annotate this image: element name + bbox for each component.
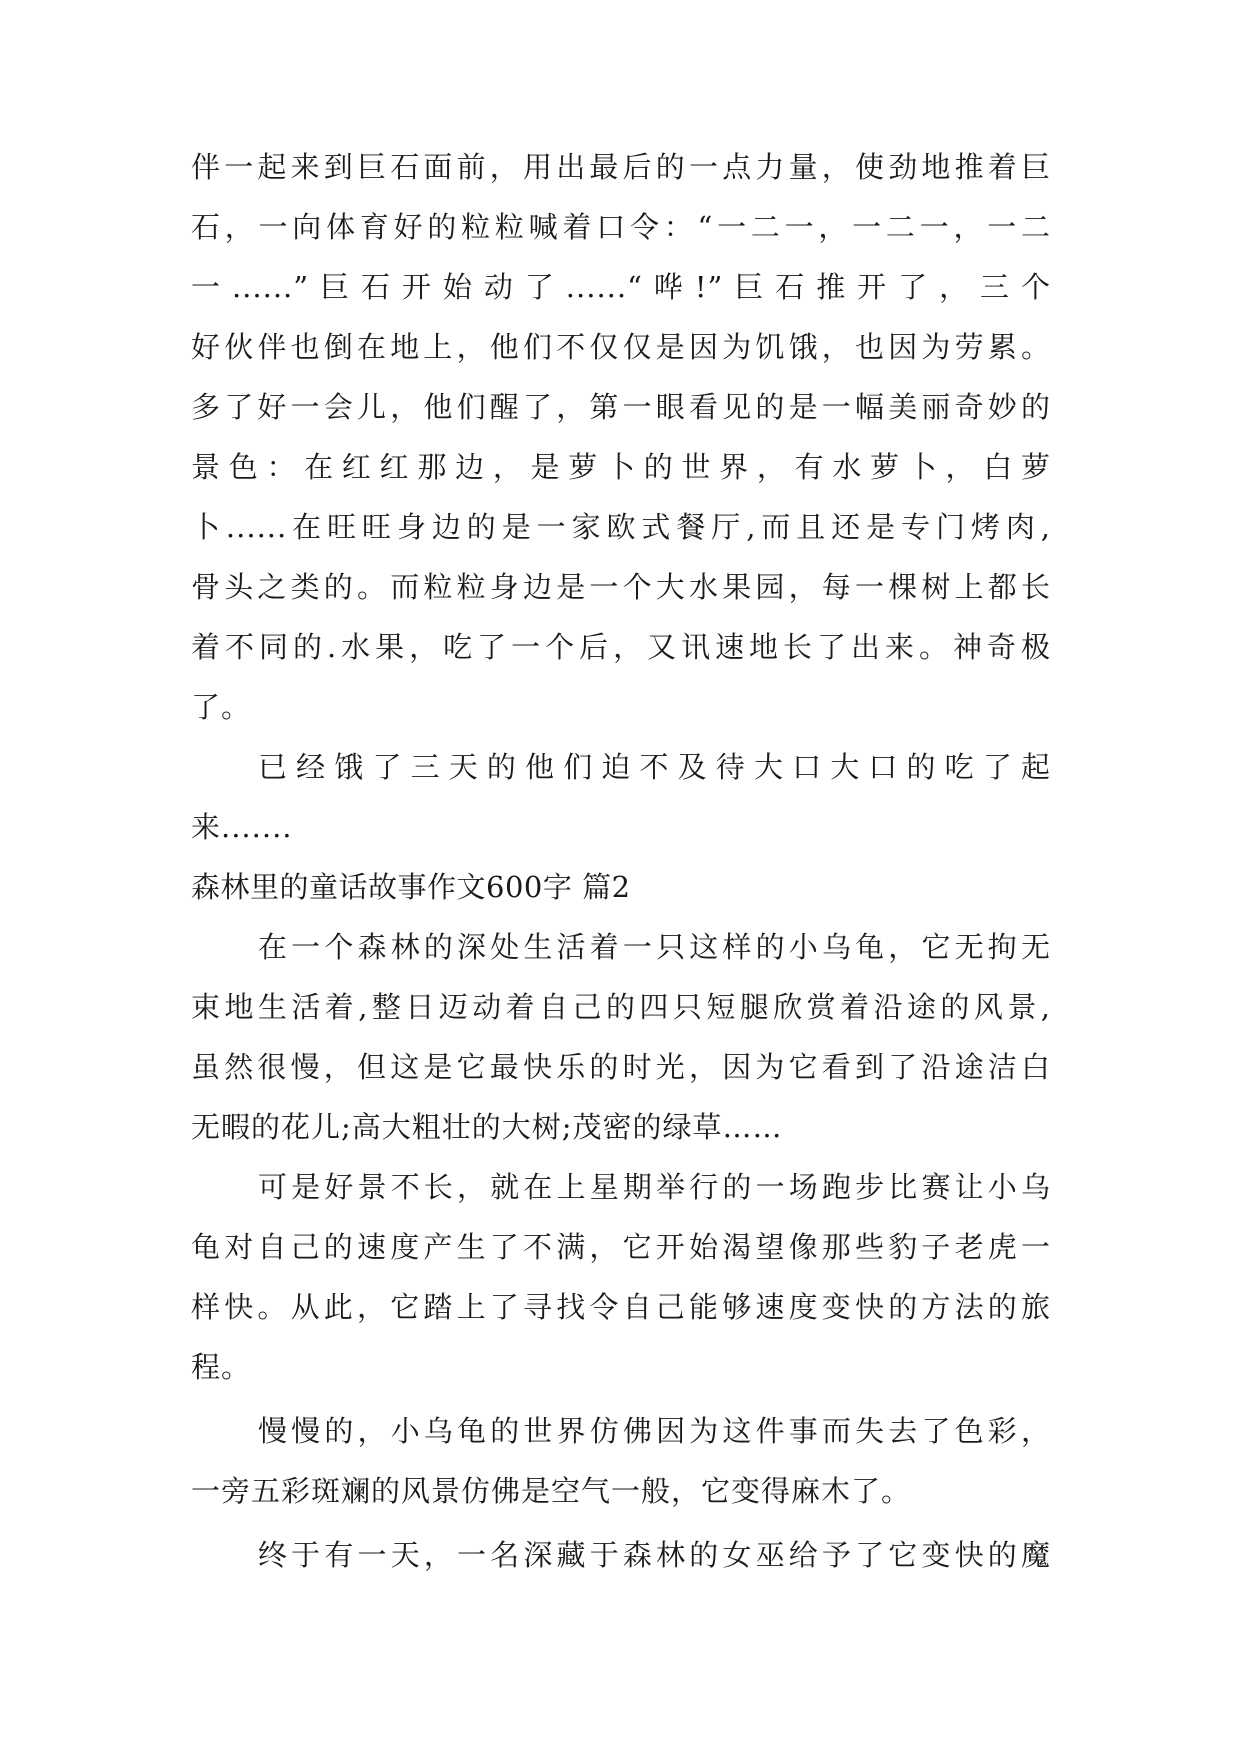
text-line: 束地生活着,整日迈动着自己的四只短腿欣赏着沿途的风景, <box>191 990 1051 1024</box>
text-line: 景色：在红红那边，是萝卜的世界，有水萝卜，白萝 <box>191 450 1051 484</box>
text-line: 卜......在旺旺身边的是一家欧式餐厅,而且还是专门烤肉, <box>191 510 1051 544</box>
text-line: 好伙伴也倒在地上，他们不仅仅是因为饥饿，也因为劳累。 <box>191 330 1051 364</box>
text-line: 一旁五彩斑斓的风景仿佛是空气一般，它变得麻木了。 <box>191 1474 912 1508</box>
text-line: 已经饿了三天的他们迫不及待大口大口的吃了起 <box>258 750 1051 784</box>
text-line: 无暇的花儿;高大粗壮的大树;茂密的绿草…… <box>191 1110 783 1144</box>
text-line: 来....... <box>191 810 293 844</box>
text-line: 终于有一天，一名深藏于森林的女巫给予了它变快的魔 <box>258 1538 1051 1572</box>
text-line: 骨头之类的。而粒粒身边是一个大水果园，每一棵树上都长 <box>191 570 1051 604</box>
text-line: 虽然很慢，但这是它最快乐的时光，因为它看到了沿途洁白 <box>191 1050 1051 1084</box>
text-line: 一......”巨石开始动了......“哗!”巨石推开了，三个 <box>191 270 1051 304</box>
text-line: 慢慢的，小乌龟的世界仿佛因为这件事而失去了色彩， <box>258 1414 1051 1448</box>
text-line: 在一个森林的深处生活着一只这样的小乌龟，它无拘无 <box>258 930 1051 964</box>
text-line: 石，一向体育好的粒粒喊着口令：“一二一，一二一，一二 <box>191 210 1051 244</box>
text-line: 着不同的.水果，吃了一个后，又讯速地长了出来。神奇极 <box>191 630 1051 664</box>
text-line: 了。 <box>191 690 252 724</box>
text-line: 样快。从此，它踏上了寻找令自己能够速度变快的方法的旅 <box>191 1290 1051 1324</box>
text-line: 程。 <box>191 1350 252 1384</box>
text-line: 龟对自己的速度产生了不满，它开始渴望像那些豹子老虎一 <box>191 1230 1051 1264</box>
text-line: 多了好一会儿，他们醒了，第一眼看见的是一幅美丽奇妙的 <box>191 390 1051 424</box>
text-line: 可是好景不长，就在上星期举行的一场跑步比赛让小乌 <box>258 1170 1051 1204</box>
section-heading: 森林里的童话故事作文600字 篇2 <box>191 870 631 904</box>
text-line: 伴一起来到巨石面前，用出最后的一点力量，使劲地推着巨 <box>191 150 1051 184</box>
